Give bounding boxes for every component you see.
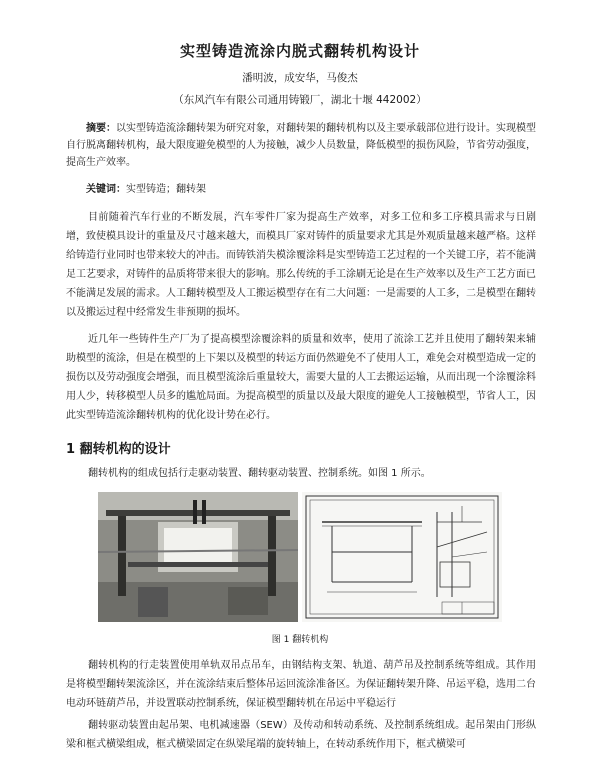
paragraph-section-1: 翻转机构的组成包括行走驱动装置、翻转驱动装置、控制系统。如图 1 所示。 [88,468,431,479]
figure-photo [98,492,298,622]
paragraph-intro-2: 近几年一些铸件生产厂为了提高模型涂覆涂料的质量和效率，使用了流涂工艺并且使用了翻转架来辅助模型的流涂，但是在模型的上下架以及模型的转运方面仍然避免不了使用人工，难免会对模型造成一定的损伤以及劳动强度会增强，而且模型流涂后重量较大，需要大量的人工去搬运运输，从而出现一个涂覆涂料用人少，转移模型人员多的尴尬局面。为提高模型的质量以及最大限度的避免人工接触模型，节省人工，因此实型铸造流涂翻转机构的优化设计势在必行。 [66,334,536,421]
paragraph-intro-1: 目前随着汽车行业的不断发展，汽车零件厂家为提高生产效率，对多工位和多工序模具需求与日剧增，致使模具设计的重量及尺寸越来越大，而模具厂家对铸件的质量要求尤其是外观质量越来越严格。这样给铸造行业同时也带来较大的冲击。而铸铁消失模涂覆涂料是实型铸造工艺过程的一个关键工序，若不能满足工艺要求，对铸件的品质将带来很大的影响。那么传统的手工涂刷无论是在生产效率以及生产工艺方面已不能满足发展的需求。人工翻转模型及人工搬运模型存在有二大问题：一是需要的人工多，二是模型在翻转以及搬运过程中经常发生非预期的损坏。 [66,212,536,318]
paper-affiliation: （东风汽车有限公司通用铸锻厂，湖北十堰 442002） [173,94,427,106]
abstract-text: 以实型铸造流涂翻转架为研究对象，对翻转架的翻转机构以及主要承载部位进行设计。实现模型自行脱离翻转机构，最大限度避免模型的人为接触，减少人员数量，降低模型的损伤风险，节省劳动强度，提高生产效率。 [66,123,536,168]
turnover-photo-image [98,492,298,622]
figure-drawing [302,492,502,622]
paper-title: 实型铸造流涂内脱式翻转机构设计 [179,42,420,60]
turnover-drawing-image [302,492,502,622]
keywords-label: 关键词： [86,184,126,195]
paragraph-section-3: 翻转驱动装置由起吊架、电机减速器（SEW）及传动和转动系统、及控制系统组成。起吊架由门形纵梁和框式横梁组成，框式横梁固定在纵梁尾端的旋转轴上，在转动系统作用下，框式横梁可 [66,720,536,750]
paragraph-section-2: 翻转机构的行走装置使用单轨双吊点吊车，由钢结构支架、轨道、葫芦吊及控制系统等组成。其作用是将模型翻转架流涂区，并在流涂结束后整体吊运回流涂准备区。为保证翻转架升降、吊运平稳，选用二台电动环链葫芦吊，并设置联动控制系统，保证模型翻转机在吊运中平稳运行 [66,660,536,709]
keywords [86,180,536,195]
figure-caption: 图 1 翻转机构 [271,635,329,645]
paper-authors: 潘明波，成安华，马俊杰 [242,72,358,84]
abstract-label: 摘要： [86,123,116,134]
keywords-text: 实型铸造；翻转架 [126,184,206,195]
abstract [66,120,536,171]
section-heading-1: 1 翻转机构的设计 [66,442,171,457]
